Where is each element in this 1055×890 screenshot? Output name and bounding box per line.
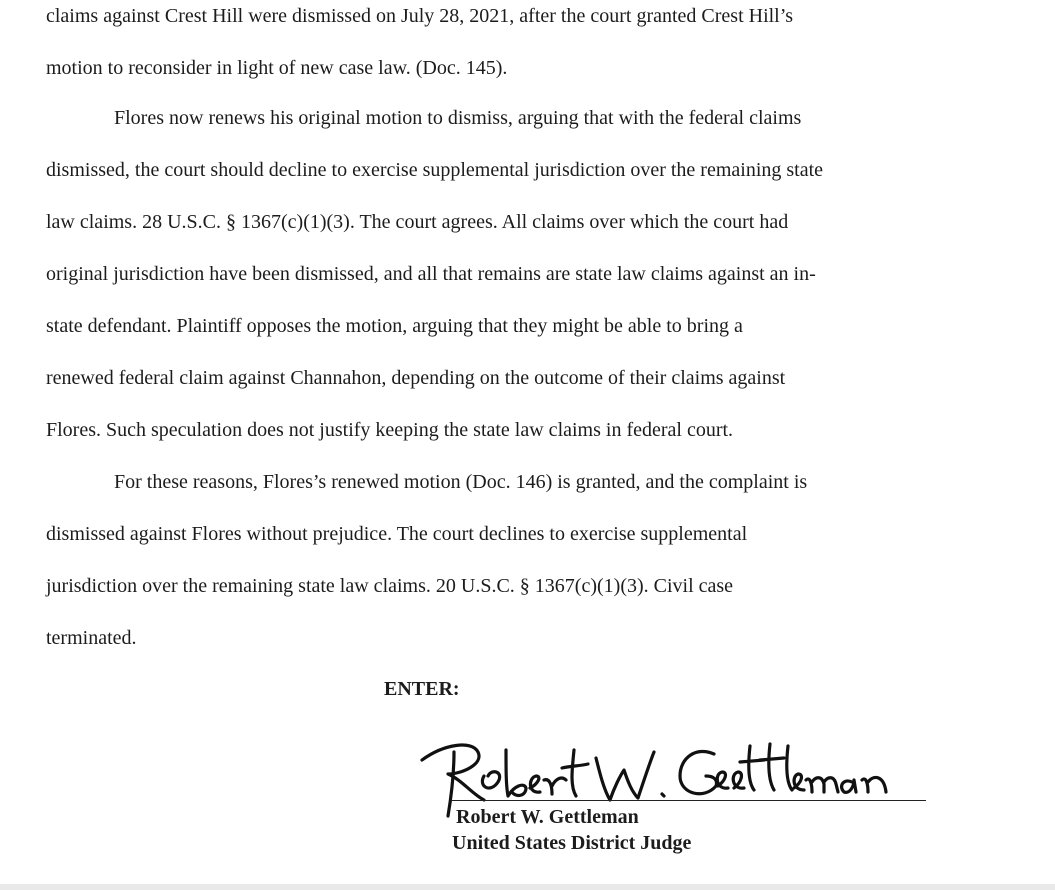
- bottom-edge-strip: [0, 884, 1055, 890]
- text-line: terminated.: [46, 627, 137, 649]
- signer-title: United States District Judge: [452, 832, 692, 854]
- text-line: original jurisdiction have been dismissed, and all that remains are state law claims against an in-: [46, 263, 816, 285]
- text-line: For these reasons, Flores’s renewed motion (Doc. 146) is granted, and the complaint is: [114, 471, 808, 493]
- signer-name: Robert W. Gettleman: [456, 806, 639, 828]
- text-line: renewed federal claim against Channahon, depending on the outcome of their claims against: [46, 367, 786, 389]
- text-line: Flores. Such speculation does not justify keeping the state law claims in federal court.: [46, 419, 734, 441]
- text-line: claims against Crest Hill were dismissed on July 28, 2021, after the court granted Crest Hill’s: [46, 5, 794, 27]
- signature-line: [452, 800, 926, 801]
- text-line: jurisdiction over the remaining state law claims. 20 U.S.C. § 1367(c)(1)(3). Civil case: [46, 575, 734, 597]
- text-line: dismissed against Flores without prejudice. The court declines to exercise supplemental: [46, 523, 748, 545]
- text-line: motion to reconsider in light of new case law. (Doc. 145).: [46, 57, 508, 79]
- text-line: dismissed, the court should decline to exercise supplemental jurisdiction over the remaining state: [46, 159, 824, 181]
- enter-label: ENTER:: [384, 678, 460, 700]
- text-line: law claims. 28 U.S.C. § 1367(c)(1)(3). The court agrees. All claims over which the court had: [46, 211, 789, 233]
- text-line: state defendant. Plaintiff opposes the motion, arguing that they might be able to bring a: [46, 315, 743, 337]
- text-line: Flores now renews his original motion to dismiss, arguing that with the federal claims: [114, 107, 802, 129]
